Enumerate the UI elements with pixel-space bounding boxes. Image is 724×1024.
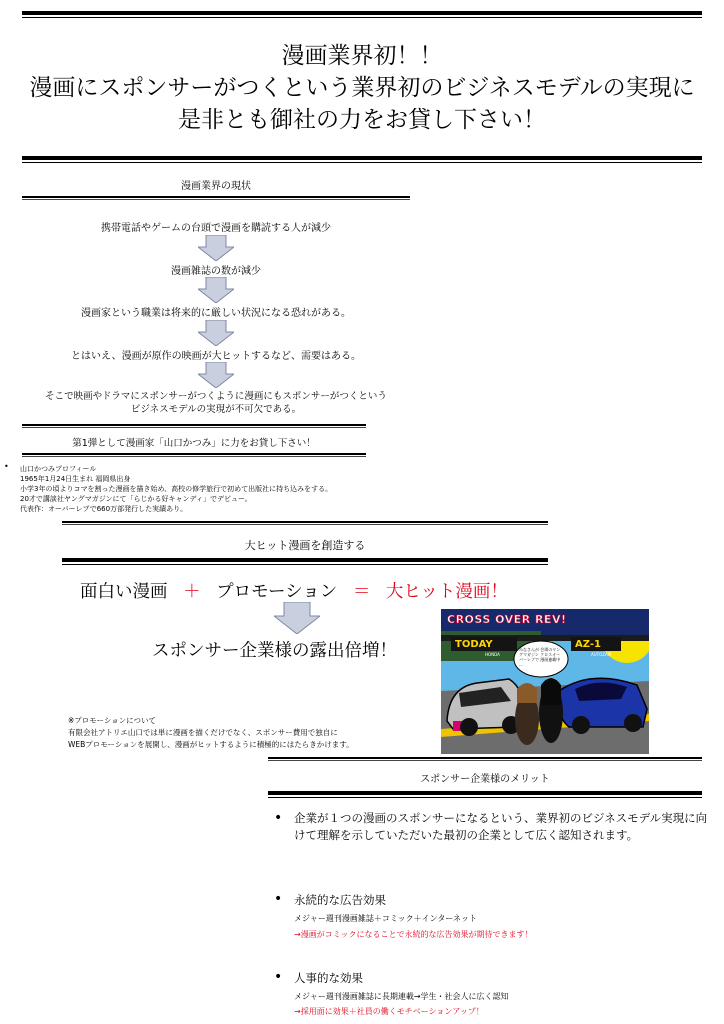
flow-arrow-4 [198, 362, 234, 388]
note-line: 有限会社アトリエ山口では単に漫画を描くだけでなく、スポンサー費用で独自に [68, 728, 338, 737]
outcome: スポンサー企業様の露出倍増！ [152, 641, 397, 661]
flow-step-2: 漫画雑誌の数が減少 [171, 266, 261, 277]
headline-line1: 漫画業界初！！ [281, 43, 443, 69]
formula-term2: プロモーション [216, 582, 338, 602]
profile-line: 20才で講談社ヤングマガジンにて「らじかる好キャンディ」でデビュー。 [20, 495, 252, 503]
hit-bottom-rule [62, 558, 548, 566]
flow-step-5: そこで映画やドラマにスポンサーがつくように漫画にもスポンサーがつくという [45, 391, 387, 402]
formula-result: 大ヒット漫画！ [385, 582, 508, 602]
hit-title: 大ヒット漫画を創造する [244, 539, 366, 552]
manga-art [441, 609, 649, 754]
note-line: WEBプロモーションを展開し、漫画がヒットするように積極的にはたらきかけます。 [68, 740, 354, 749]
merit-hr-heading: 人事的な効果 [294, 971, 363, 985]
profile-line: 代表作：オーバーレブで660万部発行した実績あり。 [20, 505, 188, 513]
headline-line2: 漫画にスポンサーがつくという業界初のビジネスモデルの実現に [29, 75, 695, 101]
illustration-sub-left: HONDA [485, 652, 500, 657]
industry-title: 漫画業界の現状 [181, 181, 251, 192]
merit-lasting-note: →漫画がコミックになることで永続的な広告効果が期待できます！ [294, 930, 533, 939]
headline [0, 40, 724, 136]
illustration-banner: CROSS OVER REV! [447, 613, 567, 626]
flow-step-3: 漫画家という職業は将来的に厳しい状況になる恐れがある。 [81, 308, 351, 319]
flow-arrow-1 [198, 235, 234, 261]
flow-arrow-2 [198, 277, 234, 303]
artist-bottom-rule [22, 453, 366, 457]
merits-bottom-rule [268, 791, 702, 799]
profile-line: 山口かつみプロフィール [20, 465, 97, 473]
merit-hr-note: →採用面に効果＋社員の働くモチベーションアップ！ [294, 1007, 484, 1016]
merit-bullet: • [274, 810, 283, 826]
hit-top-rule [62, 521, 548, 525]
profile [20, 464, 332, 514]
profile-line: 1965年1月24日生まれ 福岡県出身 [20, 475, 131, 483]
flow-step-4: とはいえ、漫画が原作の映画が大ヒットするなど、需要はある。 [71, 351, 361, 362]
profile-bullet: • [4, 462, 9, 471]
illustration-label-left: TODAY [455, 639, 493, 650]
merit-hr-sub: メジャー週刊漫画雑誌に長期連載→学生・社会人に広く認知 [294, 992, 509, 1001]
merits-title: スポンサー企業様のメリット [420, 774, 550, 785]
flow-step-1: 携帯電話やゲームの台頭で漫画を購読する人が減少 [101, 223, 331, 234]
illustration-label-right: AZ-1 [575, 639, 601, 650]
promotion-note [68, 715, 354, 751]
profile-line: 小学3年の頃よりコマを割った漫画を描き始め、高校の修学旅行で初めて出版社に持ち込みをする。 [20, 485, 333, 493]
headline-rule [22, 156, 702, 164]
formula-equals: ＝ [352, 582, 371, 602]
merit-bullet: • [274, 969, 283, 985]
illustration-bubble: みなさんが 会場のヤングマガジン クロスオーバーレブで 漫画連載中 ... [519, 647, 561, 667]
manga-illustration [441, 609, 649, 754]
formula-plus: ＋ [183, 582, 201, 602]
flow-arrow-3 [198, 320, 234, 346]
formula-term1: 面白い漫画 [80, 582, 168, 602]
merit-bullet: • [274, 891, 283, 907]
merit-lasting-sub: メジャー週刊漫画雑誌＋コミック＋インターネット [294, 914, 477, 923]
top-rule [22, 11, 702, 19]
outcome-arrow [274, 602, 320, 634]
artist-title: 第1弾として漫画家「山口かつみ」に力をお貸し下さい！ [72, 438, 316, 449]
merit-lasting-heading: 永続的な広告効果 [294, 893, 386, 907]
merits-top-rule [268, 757, 702, 761]
headline-line3: 是非とも御社の力をお貸し下さい！ [178, 107, 546, 133]
artist-top-rule [22, 424, 366, 428]
formula [80, 578, 508, 603]
industry-rule [22, 196, 410, 200]
flow-step-6: ビジネスモデルの実現が不可欠である。 [130, 404, 302, 415]
note-line: ※プロモーションについて [68, 716, 157, 725]
illustration-sub-right: AUTOZAM [591, 652, 612, 657]
merit-recognition: 企業が１つの漫画のスポンサーになるという、業界初のビジネスモデル実現に向けて理解を示していただいた最初の企業として広く認知されます。 [294, 811, 708, 842]
